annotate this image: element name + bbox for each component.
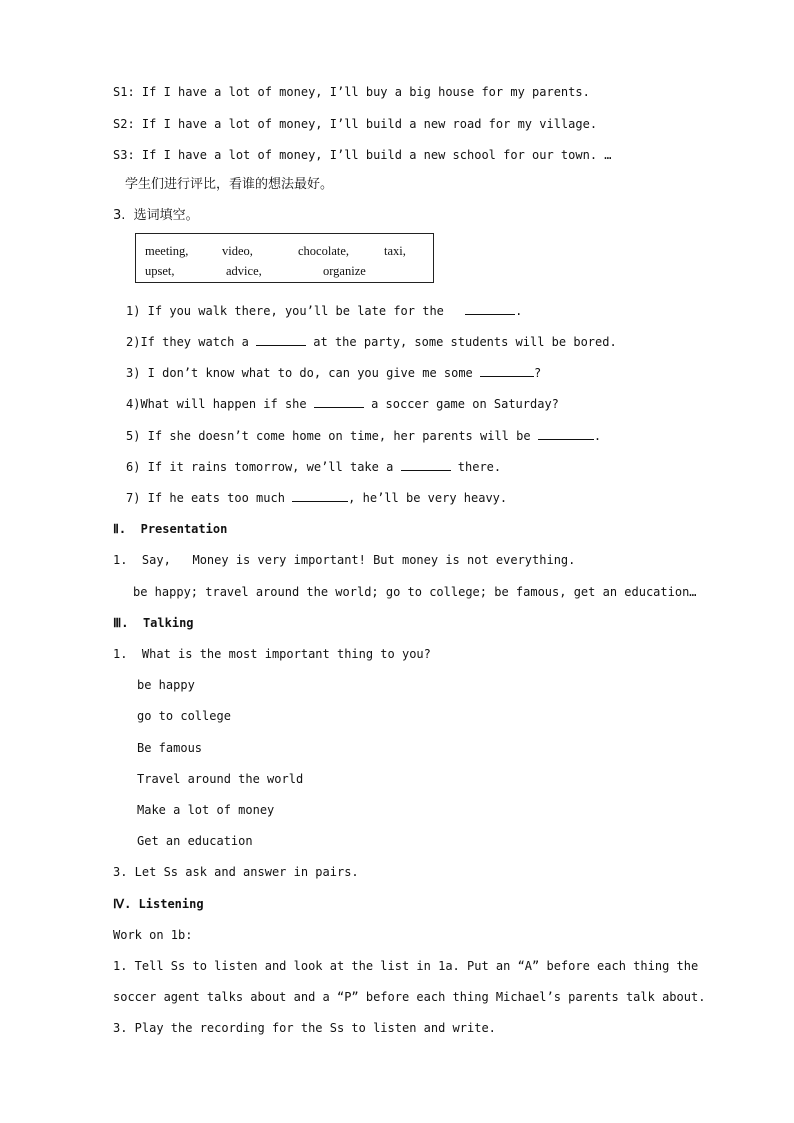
exercise-7: 7) If he eats too much , he’ll be very heavy.: [126, 491, 508, 505]
word-taxi: taxi,: [384, 244, 406, 258]
listening-step-3: 3. Play the recording for the Ss to listen and write.: [113, 1021, 496, 1035]
answer-blank[interactable]: [314, 397, 364, 408]
answer-blank[interactable]: [480, 366, 534, 377]
word-meeting: meeting,: [145, 244, 189, 258]
section-talking-heading: Ⅲ. Talking: [113, 616, 194, 630]
evaluate-instruction: 学生们进行评比，看谁的想法最好。: [125, 177, 334, 192]
section-listening-heading: Ⅳ. Listening: [113, 897, 204, 911]
exercise-6: 6) If it rains tomorrow, we’ll take a there.: [126, 460, 502, 474]
exercise-4: 4)What will happen if she a soccer game on Saturday?: [126, 397, 559, 411]
fill-heading: 3. 选词填空。: [113, 208, 199, 223]
exercise-5: 5) If she doesn’t come home on time, her parents will be .: [126, 429, 602, 443]
answer-blank[interactable]: [538, 429, 594, 440]
word-chocolate: chocolate,: [298, 244, 350, 258]
presentation-line-2: be happy; travel around the world; go to college; be famous, get an education…: [133, 585, 697, 599]
exercise-2: 2)If they watch a at the party, some students will be bored.: [126, 335, 617, 349]
dialogue-line-s3: S3: If I have a lot of money, I’ll build a new school for our town. …: [113, 148, 612, 162]
talking-option: be happy: [137, 678, 195, 692]
answer-blank[interactable]: [401, 460, 451, 471]
exercise-3: 3) I don’t know what to do, can you give me some ?: [126, 366, 542, 380]
listening-step-1a: 1. Tell Ss to listen and look at the list in 1a. Put an “A” before each thing the: [113, 959, 699, 973]
listening-work: Work on 1b:: [113, 928, 193, 942]
talking-option: Make a lot of money: [137, 803, 275, 817]
talking-option: Be famous: [137, 741, 203, 755]
presentation-line-1: 1. Say, Money is very important! But money is not everything.: [113, 553, 576, 567]
dialogue-line-s1: S1: If I have a lot of money, I’ll buy a big house for my parents.: [113, 85, 590, 99]
dialogue-line-s2: S2: If I have a lot of money, I’ll build a new road for my village.: [113, 117, 598, 131]
talking-pairs: 3. Let Ss ask and answer in pairs.: [113, 865, 359, 879]
exercise-1: 1) If you walk there, you’ll be late for the .: [126, 304, 523, 318]
word-advice: advice,: [226, 264, 262, 278]
talking-option: Travel around the world: [137, 772, 304, 786]
talking-question: 1. What is the most important thing to you?: [113, 647, 431, 661]
talking-option: Get an education: [137, 834, 253, 848]
answer-blank[interactable]: [256, 335, 306, 346]
answer-blank[interactable]: [292, 491, 348, 502]
answer-blank[interactable]: [465, 304, 515, 315]
listening-step-1b: soccer agent talks about and a “P” before each thing Michael’s parents talk about.: [113, 990, 706, 1004]
talking-option: go to college: [137, 709, 231, 723]
word-video: video,: [222, 244, 253, 258]
section-presentation-heading: Ⅱ. Presentation: [113, 522, 228, 536]
word-organize: organize: [323, 264, 366, 278]
word-box: [135, 233, 434, 283]
word-upset: upset,: [145, 264, 175, 278]
